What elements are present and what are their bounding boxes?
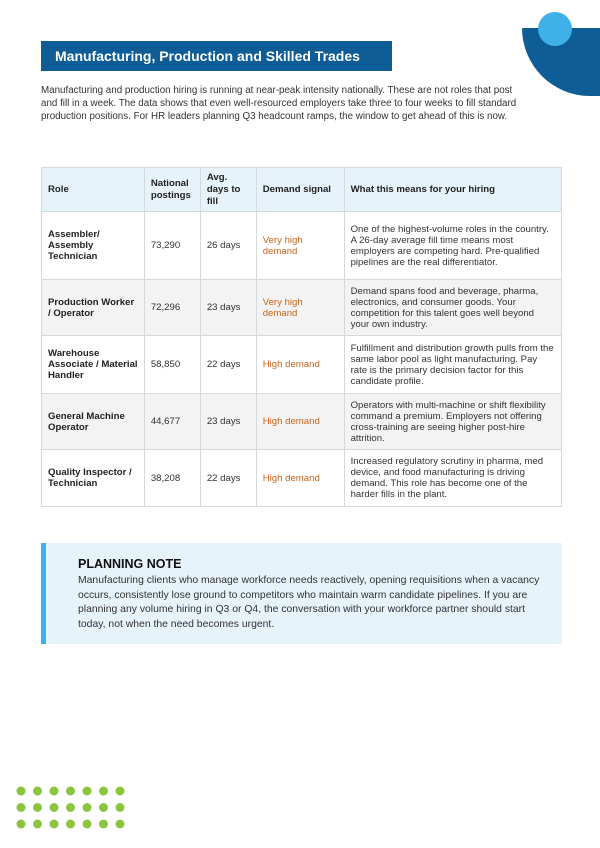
cell-means: One of the highest-volume roles in the country. A 26-day average fill time means most employers are competing hard. Pre-qualified pipelines are the real differentiator. xyxy=(344,212,561,280)
table-row xyxy=(42,212,562,280)
cell-means: Demand spans food and beverage, pharma, electronics, and consumer goods. Your competition for this talent goes well beyond your own industry. xyxy=(344,280,561,336)
green-dot xyxy=(99,787,108,796)
cell-role: Assembler/ Assembly Technician xyxy=(42,212,145,280)
green-dot xyxy=(83,787,92,796)
cell-means: Fulfillment and distribution growth pulls from the same labor pool as light manufacturing. Pay rate is the primary decision factor for this candidate profile. xyxy=(344,336,561,394)
header-signal: Demand signal xyxy=(256,168,344,212)
cell-fill: 22 days xyxy=(200,336,256,394)
cell-role: Quality Inspector / Technician xyxy=(42,450,145,507)
green-dot xyxy=(17,787,26,796)
planning-note xyxy=(41,543,562,644)
cell-fill: 23 days xyxy=(200,394,256,450)
green-dot xyxy=(50,803,59,812)
cell-fill: 26 days xyxy=(200,212,256,280)
cell-means: Increased regulatory scrutiny in pharma, med device, and food manufacturing is driving demand. This role has become one of the harder fills in the plant. xyxy=(344,450,561,507)
roles-table xyxy=(41,167,562,507)
cell-signal: Very high demand xyxy=(256,280,344,336)
cell-postings: 38,208 xyxy=(144,450,200,507)
circle-dot-shape xyxy=(538,12,572,46)
green-dot xyxy=(99,803,108,812)
green-dot xyxy=(17,803,26,812)
header-role: Role xyxy=(42,168,145,212)
cell-role: Production Worker / Operator xyxy=(42,280,145,336)
cell-postings: 73,290 xyxy=(144,212,200,280)
cell-postings: 58,850 xyxy=(144,336,200,394)
cell-signal: High demand xyxy=(256,450,344,507)
green-dot xyxy=(50,787,59,796)
header-postings: National postings xyxy=(144,168,200,212)
dot-grid-decoration xyxy=(16,786,126,832)
table-header-row xyxy=(42,168,562,212)
corner-decoration xyxy=(522,22,600,96)
green-dot xyxy=(50,820,59,829)
green-dot xyxy=(116,787,125,796)
cell-role: Warehouse Associate / Material Handler xyxy=(42,336,145,394)
green-dot xyxy=(116,803,125,812)
planning-note-body: Manufacturing clients who manage workforce needs reactively, opening requisitions when a vacancy occurs, consistently lose ground to competitors who maintain warm candidate pipelines. If you are planning any volume hiring in Q3 or Q4, the conversation with your workforce partner should start today, not when the need becomes urgent. xyxy=(78,575,540,630)
cell-signal: Very high demand xyxy=(256,212,344,280)
table-row xyxy=(42,394,562,450)
green-dot xyxy=(33,803,42,812)
green-dot xyxy=(66,787,75,796)
planning-note-title: PLANNING NOTE xyxy=(78,557,182,571)
cell-means: Operators with multi-machine or shift flexibility command a premium. Employers not offering cross-training are seeing higher post-hire attrition. xyxy=(344,394,561,450)
green-dot xyxy=(99,820,108,829)
cell-signal: High demand xyxy=(256,394,344,450)
section-title: Manufacturing, Production and Skilled Trades xyxy=(41,41,392,71)
cell-postings: 72,296 xyxy=(144,280,200,336)
cell-signal: High demand xyxy=(256,336,344,394)
green-dot xyxy=(33,820,42,829)
intro-paragraph: Manufacturing and production hiring is running at near-peak intensity nationally. These are not roles that post and fill in a week. The data shows that even well-resourced employers take three to four weeks to fill standard production positions. For HR leaders planning Q3 headcount ramps, the window to get ahead of this is now. xyxy=(41,85,517,122)
cell-role: General Machine Operator xyxy=(42,394,145,450)
green-dot xyxy=(66,820,75,829)
cell-postings: 44,677 xyxy=(144,394,200,450)
green-dot xyxy=(116,820,125,829)
green-dot xyxy=(83,803,92,812)
header-fill: Avg. days to fill xyxy=(200,168,256,212)
cell-fill: 22 days xyxy=(200,450,256,507)
green-dot xyxy=(83,820,92,829)
green-dot xyxy=(33,787,42,796)
table-row xyxy=(42,336,562,394)
table-row xyxy=(42,450,562,507)
green-dot xyxy=(17,820,26,829)
green-dot xyxy=(66,803,75,812)
cell-fill: 23 days xyxy=(200,280,256,336)
header-means: What this means for your hiring xyxy=(344,168,561,212)
table-row xyxy=(42,280,562,336)
